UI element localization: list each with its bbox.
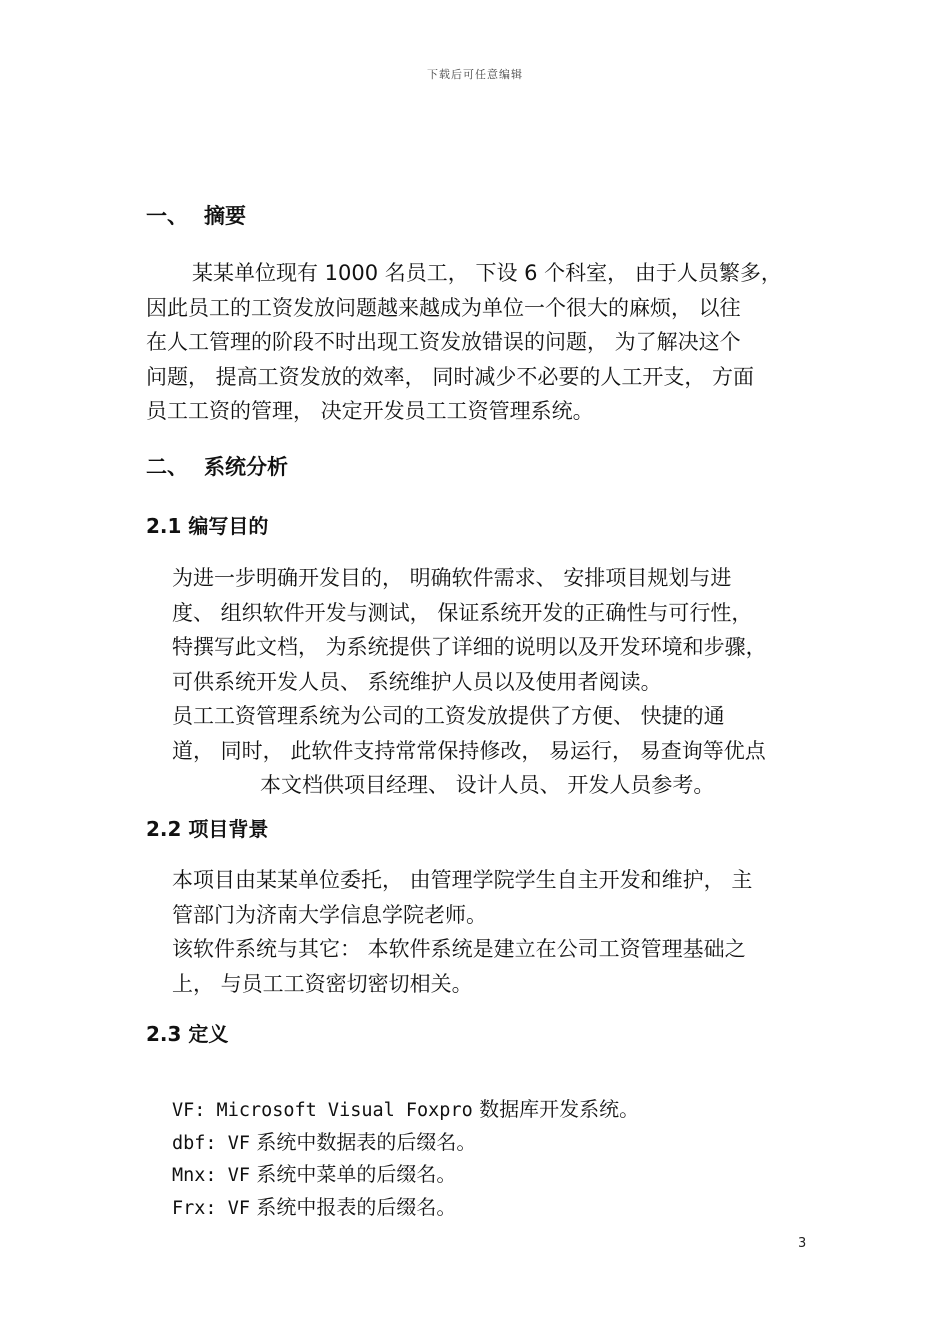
paragraph-line: 上， 与员工工资密切密切相关。	[172, 971, 473, 996]
paragraph-line: 管部门为济南大学信息学院老师。	[172, 902, 487, 927]
purpose-paragraph	[172, 561, 767, 803]
paragraph-line: 为进一步明确开发目的， 明确软件需求、 安排项目规划与进	[172, 566, 732, 590]
subsection-heading-purpose: 2.1 编写目的	[146, 514, 269, 538]
definition-desc: 系统中报表的后缀名。	[249, 1194, 457, 1219]
background-paragraph	[172, 863, 752, 1001]
definition-term: Frx: VF	[172, 1197, 250, 1219]
subsection-heading-background: 2.2 项目背景	[146, 817, 269, 841]
subsection-heading-definitions: 2.3 定义	[146, 1022, 229, 1046]
definition-item	[172, 1093, 639, 1126]
paragraph-line: 道， 同时， 此软件支持常常保持修改， 易运行， 易查询等优点	[172, 738, 766, 763]
page-header-note: 下载后可任意编辑	[427, 68, 523, 81]
paragraph-line: 该软件系统与其它： 本软件系统是建立在公司工资管理基础之	[172, 937, 746, 961]
definition-item	[172, 1158, 639, 1191]
paragraph-line: 本文档供项目经理、 设计人员、 开发人员参考。	[260, 773, 715, 797]
paragraph-line: 可供系统开发人员、 系统维护人员以及使用者阅读。	[172, 669, 662, 694]
definition-desc: 数据库开发系统。	[472, 1097, 640, 1121]
definition-item	[172, 1191, 639, 1224]
definition-term: Mnx: VF	[172, 1165, 250, 1187]
paragraph-line: 员工工资管理系统为公司的工资发放提供了方便、 快捷的通	[172, 704, 725, 728]
paragraph-line: 在人工管理的阶段不时出现工资发放错误的问题， 为了解决这个	[146, 330, 741, 354]
definition-term: VF: Microsoft Visual Foxpro	[172, 1100, 473, 1121]
paragraph-line: 因此员工的工资发放问题越来越成为单位一个很大的麻烦， 以往	[146, 295, 741, 320]
paragraph-line: 本项目由某某单位委托， 由管理学院学生自主开发和维护， 主	[172, 868, 753, 892]
paragraph-line: 度、 组织软件开发与测试， 保证系统开发的正确性与可行性，	[172, 600, 753, 625]
section-title: 摘要	[204, 204, 246, 228]
definition-desc: 系统中数据表的后缀名。	[249, 1129, 477, 1154]
definition-desc: 系统中菜单的后缀名。	[249, 1162, 457, 1187]
paragraph-line: 特撰写此文档， 为系统提供了详细的说明以及开发环境和步骤，	[172, 635, 767, 659]
definitions-list	[172, 1093, 639, 1223]
paragraph-line: 某某单位现有 1000 名员工， 下设 6 个科室， 由于人员繁多，	[192, 261, 782, 285]
section-title: 系统分析	[204, 455, 288, 479]
paragraph-line: 问题， 提高工资发放的效率， 同时减少不必要的人工开支， 方面	[146, 364, 755, 389]
definition-item	[172, 1126, 639, 1159]
section-number: 二、	[146, 455, 188, 479]
abstract-paragraph	[146, 256, 782, 429]
page-number: 3	[798, 1236, 807, 1251]
definition-term: dbf: VF	[172, 1132, 250, 1154]
section-heading-abstract	[146, 200, 246, 230]
section-number: 一、	[146, 204, 188, 228]
section-heading-analysis	[146, 451, 288, 481]
paragraph-line: 员工工资的管理， 决定开发员工工资管理系统。	[146, 399, 594, 423]
